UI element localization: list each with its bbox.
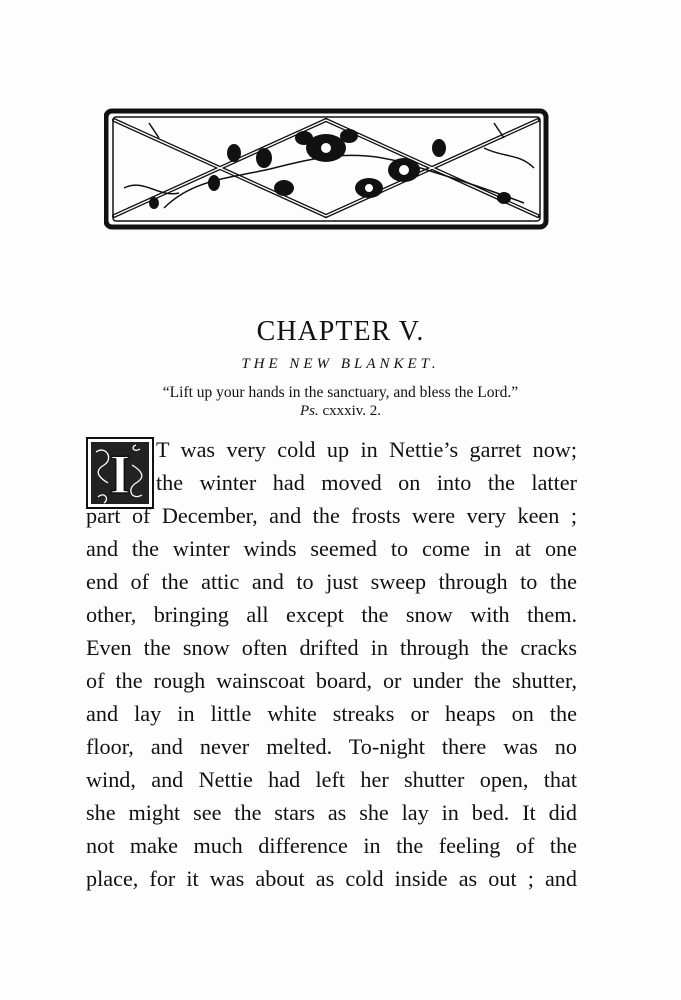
body-line: and the winter winds seemed to come in at one — [86, 536, 577, 561]
body-line: end of the attic and to just sweep through to the — [86, 569, 577, 594]
body-line: she might see the stars as she lay in bed. It did — [86, 800, 577, 825]
epigraph-reference-verse: cxxxiv. 2. — [322, 403, 382, 419]
body-line: wind, and Nettie had left her shutter open, that — [86, 767, 577, 792]
body-line: Even the snow often drifted in through the cracks — [86, 635, 577, 660]
body-line: of the rough wainscoat board, or under the shutter, — [86, 668, 577, 693]
chapter-title: CHAPTER V. — [256, 316, 425, 347]
epigraph: “Lift up your hands in the sanctuary, and bless the Lord.” — [162, 384, 519, 401]
body-line: floor, and never melted. To-night there was no — [86, 734, 577, 759]
epigraph-reference-book: Ps. — [299, 403, 319, 419]
epigraph-reference — [0, 403, 681, 420]
body-line: not make much difference in the feeling of the — [86, 833, 577, 858]
floral-lattice-headpiece-icon — [104, 108, 550, 232]
body-line: and lay in little white streaks or heaps on the — [86, 701, 577, 726]
body-line: place, for it was about as cold inside as out ; and — [86, 866, 577, 891]
chapter-body — [86, 433, 577, 895]
drop-cap-letter: I — [109, 444, 131, 506]
chapter-subtitle: THE NEW BLANKET. — [241, 356, 440, 372]
body-line: the winter had moved on into the latter — [156, 470, 577, 495]
body-line: T was very cold up in Nettie’s garret now; — [156, 437, 577, 462]
body-line: part of December, and the frosts were very keen ; — [86, 503, 577, 528]
body-line: other, bringing all except the snow with them. — [86, 602, 577, 627]
